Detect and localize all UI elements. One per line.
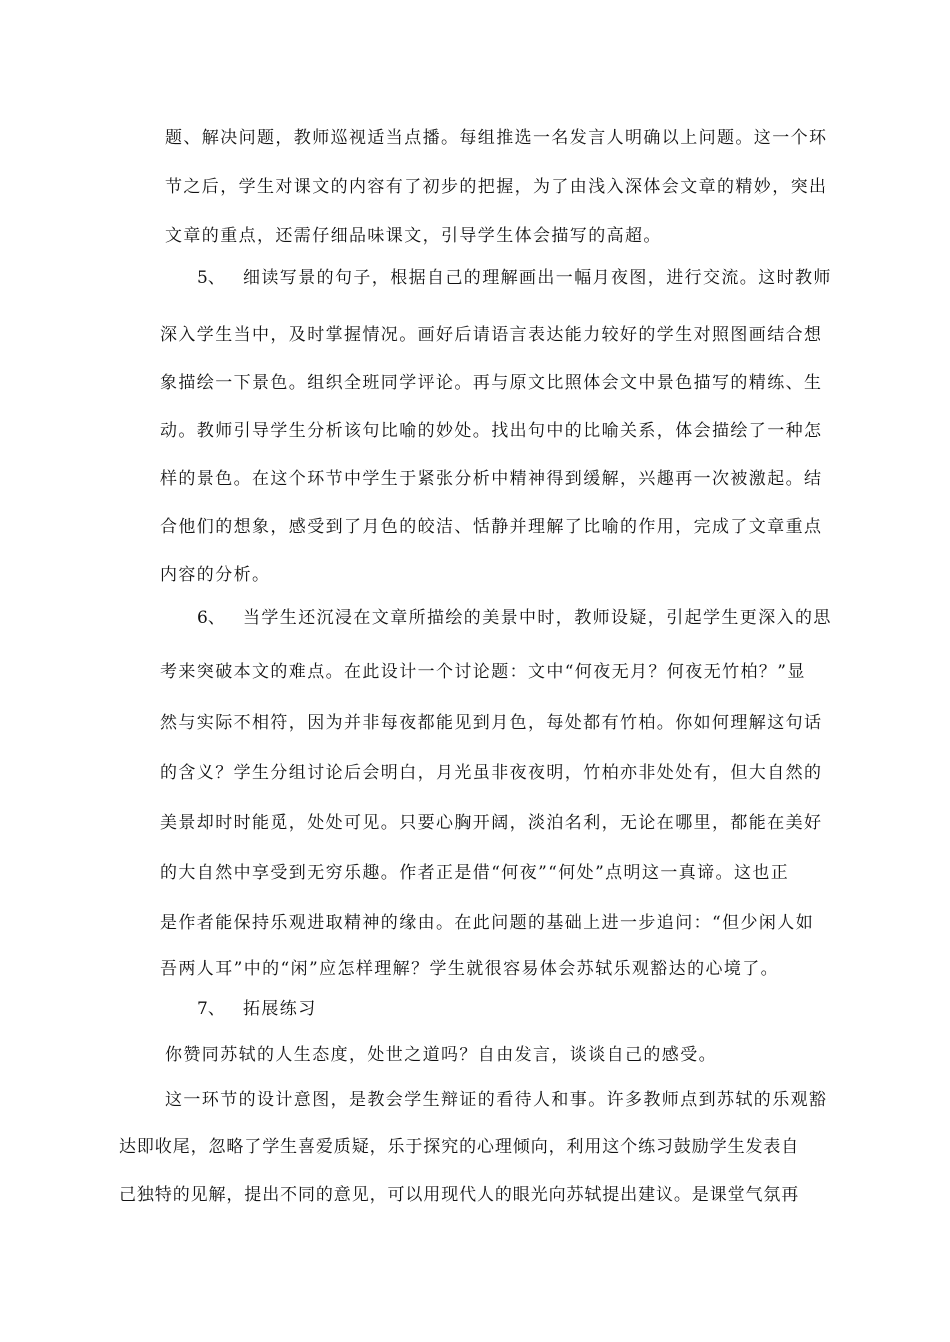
text-line: 当学生还沉浸在文章所描绘的美景中时，教师设疑，引起学生更深入的思: [243, 608, 832, 628]
text-line: 美景却时时能觅，处处可见。只要心胸开阔，淡泊名利，无论在哪里，都能在美好: [160, 813, 823, 833]
text-line: 动。教师引导学生分析该句比喻的妙处。找出句中的比喻关系，体会描绘了一种怎: [160, 421, 823, 441]
text-line: 合他们的想象，感受到了月色的皎洁、恬静并理解了比喻的作用，完成了文章重点: [160, 517, 823, 537]
text-line: 象描绘一下景色。组织全班同学评论。再与原文比照体会文中景色描写的精练、生: [160, 373, 823, 393]
text-line: 你赞同苏轼的人生态度，处世之道吗？自由发言，谈谈自己的感受。: [165, 1045, 717, 1065]
text-line: 节之后，学生对课文的内容有了初步的把握，为了由浅入深体会文章的精妙，突出: [165, 177, 828, 197]
item-number: 5、: [197, 268, 225, 288]
text-line: 考来突破本文的难点。在此设计一个讨论题：文中“何夜无月？何夜无竹柏？”显: [160, 662, 806, 682]
text-line: 己独特的见解，提出不同的意见，可以用现代人的眼光向苏轼提出建议。是课堂气氛再: [119, 1185, 800, 1205]
text-line: 这一环节的设计意图，是教会学生辩证的看待人和事。许多教师点到苏轼的乐观豁: [165, 1090, 828, 1110]
text-line: 细读写景的句子，根据自己的理解画出一幅月夜图，进行交流。这时教师: [243, 268, 832, 288]
text-line: 的含义？学生分组讨论后会明白，月光虽非夜夜明，竹柏亦非处处有，但大自然的: [160, 763, 823, 783]
text-line: 内容的分析。: [160, 565, 271, 585]
text-line: 样的景色。在这个环节中学生于紧张分析中精神得到缓解，兴趣再一次被激起。结: [160, 469, 823, 489]
text-line: 的大自然中享受到无穷乐趣。作者正是借“何夜”“何处”点明这一真谛。这也正: [160, 863, 790, 883]
text-line: 深入学生当中，及时掌握情况。画好后请语言表达能力较好的学生对照图画结合想: [160, 325, 823, 345]
text-line: 是作者能保持乐观进取精神的缘由。在此问题的基础上进一步追问：“但少闲人如: [160, 913, 815, 933]
text-line: 拓展练习: [243, 999, 317, 1019]
item-number: 7、: [197, 999, 225, 1019]
text-line: 达即收尾，忽略了学生喜爱质疑，乐于探究的心理倾向，利用这个练习鼓励学生发表自: [119, 1137, 800, 1157]
text-line: 文章的重点，还需仔细品味课文，引导学生体会描写的高超。: [165, 226, 662, 246]
text-line: 然与实际不相符，因为并非每夜都能见到月色，每处都有竹柏。你如何理解这句话: [160, 713, 823, 733]
text-line: 吾两人耳”中的“闲”应怎样理解？学生就很容易体会苏轼乐观豁达的心境了。: [160, 959, 780, 979]
item-number: 6、: [197, 608, 225, 628]
text-line: 题、解决问题，教师巡视适当点播。每组推选一名发言人明确以上问题。这一个环: [165, 128, 828, 148]
